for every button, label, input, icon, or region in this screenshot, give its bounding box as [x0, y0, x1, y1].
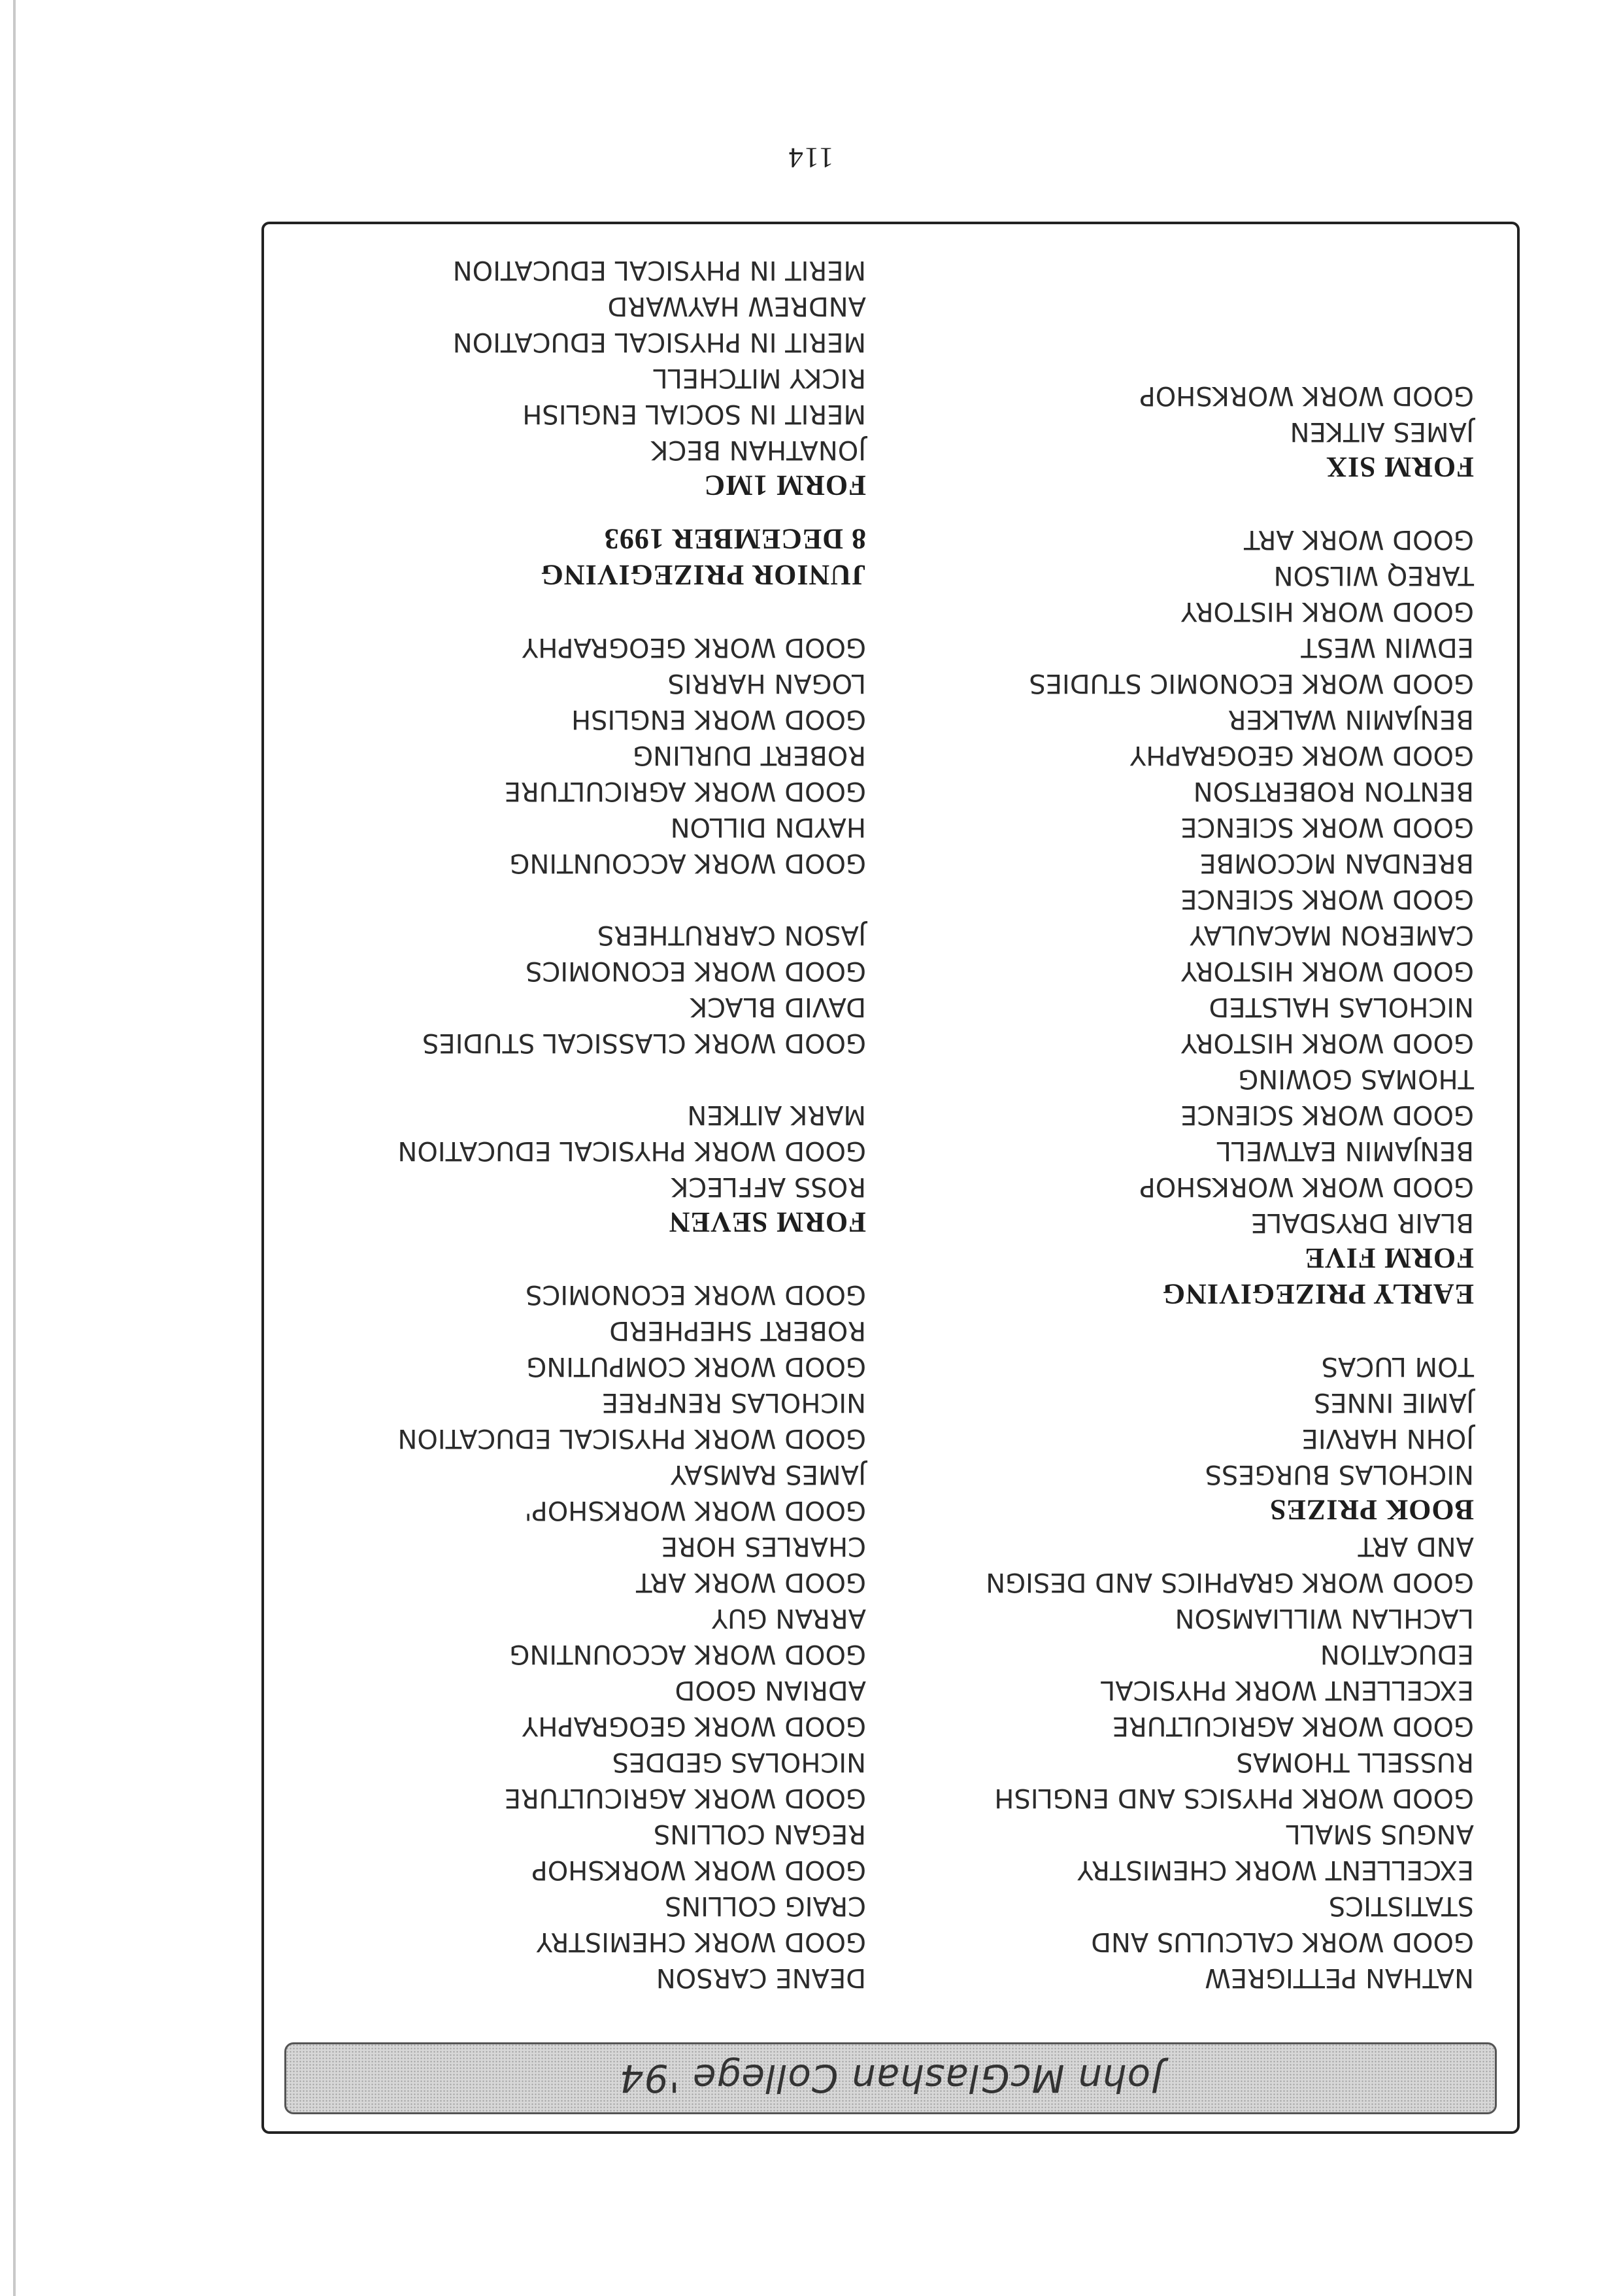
list-item: GOOD WORK GEOGRAPHY: [522, 1711, 866, 1741]
list-item: BENJAMIN EATWELL: [1216, 1136, 1474, 1166]
list-item: JAMIE INNES: [1313, 1387, 1474, 1417]
list-item: GOOD WORK ART: [1244, 524, 1474, 554]
header-banner: [284, 2042, 1497, 2114]
list-item: GOOD WORK AGRICULTURE: [504, 776, 866, 806]
section-heading: BOOK PRIZES: [1269, 1494, 1474, 1526]
spacer: [330, 593, 866, 629]
list-item: ROBERT SHEPHERD: [609, 1315, 866, 1345]
list-item: JONATHAN BECK: [651, 435, 866, 465]
right-column-inner: [330, 252, 886, 1995]
list-item: NICHOLAS RENFREE: [601, 1387, 866, 1417]
spacer: [918, 485, 1474, 521]
list-item: NICHOLAS GEDDES: [612, 1747, 866, 1777]
spacer: [330, 503, 866, 521]
list-item: GOOD WORK CHEMISTRY: [536, 1927, 866, 1957]
list-item: NICHOLAS HALSTED: [1209, 992, 1474, 1022]
list-item: GOOD WORK ACCOUNTING: [509, 1639, 866, 1669]
list-item: GOOD WORK SCIENCE: [1180, 1100, 1474, 1130]
list-item: GOOD WORK ENGLISH: [571, 704, 866, 734]
list-item: ANGUS SMALL: [1286, 1819, 1474, 1849]
list-item: TOM LUCAS: [1321, 1351, 1474, 1381]
list-item: LACHLAN WILLIAMSON: [1175, 1603, 1474, 1633]
list-item: GOOD WORK ECONOMICS: [526, 956, 866, 986]
list-item: GOOD WORK WORKSHOP: [1139, 1172, 1474, 1202]
list-item: DEANE CARSON: [656, 1963, 866, 1993]
list-item: GOOD WORK WORKSHOP: [1139, 380, 1474, 411]
spacer: [330, 881, 866, 917]
section-heading: FORM 1MC: [703, 469, 866, 501]
list-item: GOOD WORK PHYSICS AND ENGLISH: [994, 1783, 1474, 1813]
list-item: ANDREW HAYWARD: [607, 291, 866, 321]
page-number: 114: [787, 142, 834, 174]
list-item: GOOD WORK WORKSHOP: [531, 1855, 866, 1885]
spacer: [330, 1060, 866, 1096]
page-title: John McGlashan College '94: [618, 2056, 1163, 2101]
list-item: GOOD WORK CLASSICAL STUDIES: [422, 1028, 866, 1058]
list-item: EDWIN WEST: [1301, 632, 1474, 662]
list-item: EDUCATION: [1320, 1639, 1474, 1669]
spacer: [918, 1312, 1474, 1348]
list-item: RICKY MITCHELL: [653, 363, 866, 393]
list-item: GOOD WORK SCIENCE: [1180, 812, 1474, 842]
list-item: CHARLES HORE: [661, 1531, 866, 1561]
section-heading: FORM FIVE: [1304, 1242, 1474, 1274]
list-item: EXCELLENT WORK PHYSICAL: [1100, 1675, 1474, 1705]
list-item: RUSSELL THOMAS: [1236, 1747, 1474, 1777]
list-item: GOOD WORK SCIENCE: [1180, 884, 1474, 914]
list-item: MERIT IN PHYSICAL EDUCATION: [452, 327, 866, 357]
list-item: GOOD WORK HISTORY: [1180, 956, 1474, 986]
list-item: GOOD WORK ECONOMIC STUDIES: [1029, 668, 1474, 698]
spacer: [330, 1240, 866, 1276]
list-item: THOMAS GOWING: [1238, 1064, 1474, 1094]
left-column: [918, 377, 1474, 1995]
list-item: MERIT IN SOCIAL ENGLISH: [522, 399, 866, 429]
list-item: GOOD WORK ART: [636, 1567, 866, 1597]
list-item: JAMES RAMSAY: [670, 1459, 866, 1489]
list-item: ARRAN GUY: [711, 1603, 866, 1633]
list-item: GOOD WORK GEOGRAPHY: [522, 632, 866, 662]
list-item: ROBERT DURLING: [633, 740, 866, 770]
section-heading: FORM SIX: [1326, 451, 1474, 483]
list-item: GOOD WORK COMPUTING: [526, 1351, 866, 1381]
list-item: EXCELLENT WORK CHEMISTRY: [1077, 1855, 1474, 1885]
list-item: JASON CARRUTHERS: [597, 920, 866, 950]
list-item: BLAIR DRYSDALE: [1250, 1207, 1474, 1238]
list-item: LOGAN HARRIS: [667, 668, 866, 698]
list-item: GOOD WORK ACCOUNTING: [509, 848, 866, 878]
list-item: STATISTICS: [1328, 1891, 1474, 1921]
list-item: HAYDN DILLON: [670, 812, 866, 842]
list-item: GOOD WORK ECONOMICS: [526, 1279, 866, 1309]
list-item: ADRIAN GOOD: [675, 1675, 866, 1705]
list-item: GOOD WORK GRAPHICS AND DESIGN: [986, 1567, 1474, 1597]
list-item: JAMES AITKEN: [1290, 416, 1474, 447]
list-item: TAREQ WILSON: [1273, 560, 1474, 590]
list-item: GOOD WORK CALCULUS AND: [1091, 1927, 1474, 1957]
list-item: NICHOLAS BURGESS: [1205, 1459, 1474, 1489]
list-item: GOOD WORK AGRICULTURE: [1112, 1711, 1474, 1741]
list-item: GOOD WORK HISTORY: [1180, 1028, 1474, 1058]
right-column: [330, 252, 886, 1995]
list-item: GOOD WORK GEOGRAPHY: [1129, 740, 1474, 770]
list-item: DAVID BLACK: [690, 992, 866, 1022]
list-item: REGAN COLLINS: [653, 1819, 866, 1849]
section-heading: EARLY PRIZEGIVING: [1161, 1278, 1474, 1310]
list-item: GOOD WORK WORKSHOP': [524, 1495, 866, 1525]
list-item: ROSS AFFLECK: [671, 1172, 866, 1202]
list-item: CAMERON MACAULAY: [1190, 920, 1474, 950]
list-item: JOHN HARVIE: [1301, 1423, 1474, 1453]
list-item: BRENDAN MCCOMBE: [1199, 848, 1474, 878]
list-item: AND ART: [1358, 1531, 1474, 1561]
list-item: GOOD WORK AGRICULTURE: [504, 1783, 866, 1813]
section-heading: 8 DECEMBER 1993: [603, 523, 866, 555]
list-item: GOOD WORK PHYSICAL EDUCATION: [397, 1423, 866, 1453]
section-heading: JUNIOR PRIZEGIVING: [540, 559, 866, 591]
list-item: GOOD WORK PHYSICAL EDUCATION: [397, 1136, 866, 1166]
list-item: BENJAMIN WALKER: [1228, 704, 1474, 734]
list-item: MERIT IN PHYSICAL EDUCATION: [452, 255, 866, 285]
list-item: NATHAN PETTIGREW: [1205, 1963, 1474, 1993]
list-item: GOOD WORK HISTORY: [1180, 596, 1474, 626]
list-item: CRAIG COLLINS: [664, 1891, 866, 1921]
list-item: BENTON ROBERTSON: [1193, 776, 1474, 806]
section-heading: FORM SEVEN: [668, 1206, 866, 1238]
list-item: MARK AITKEN: [687, 1100, 866, 1130]
